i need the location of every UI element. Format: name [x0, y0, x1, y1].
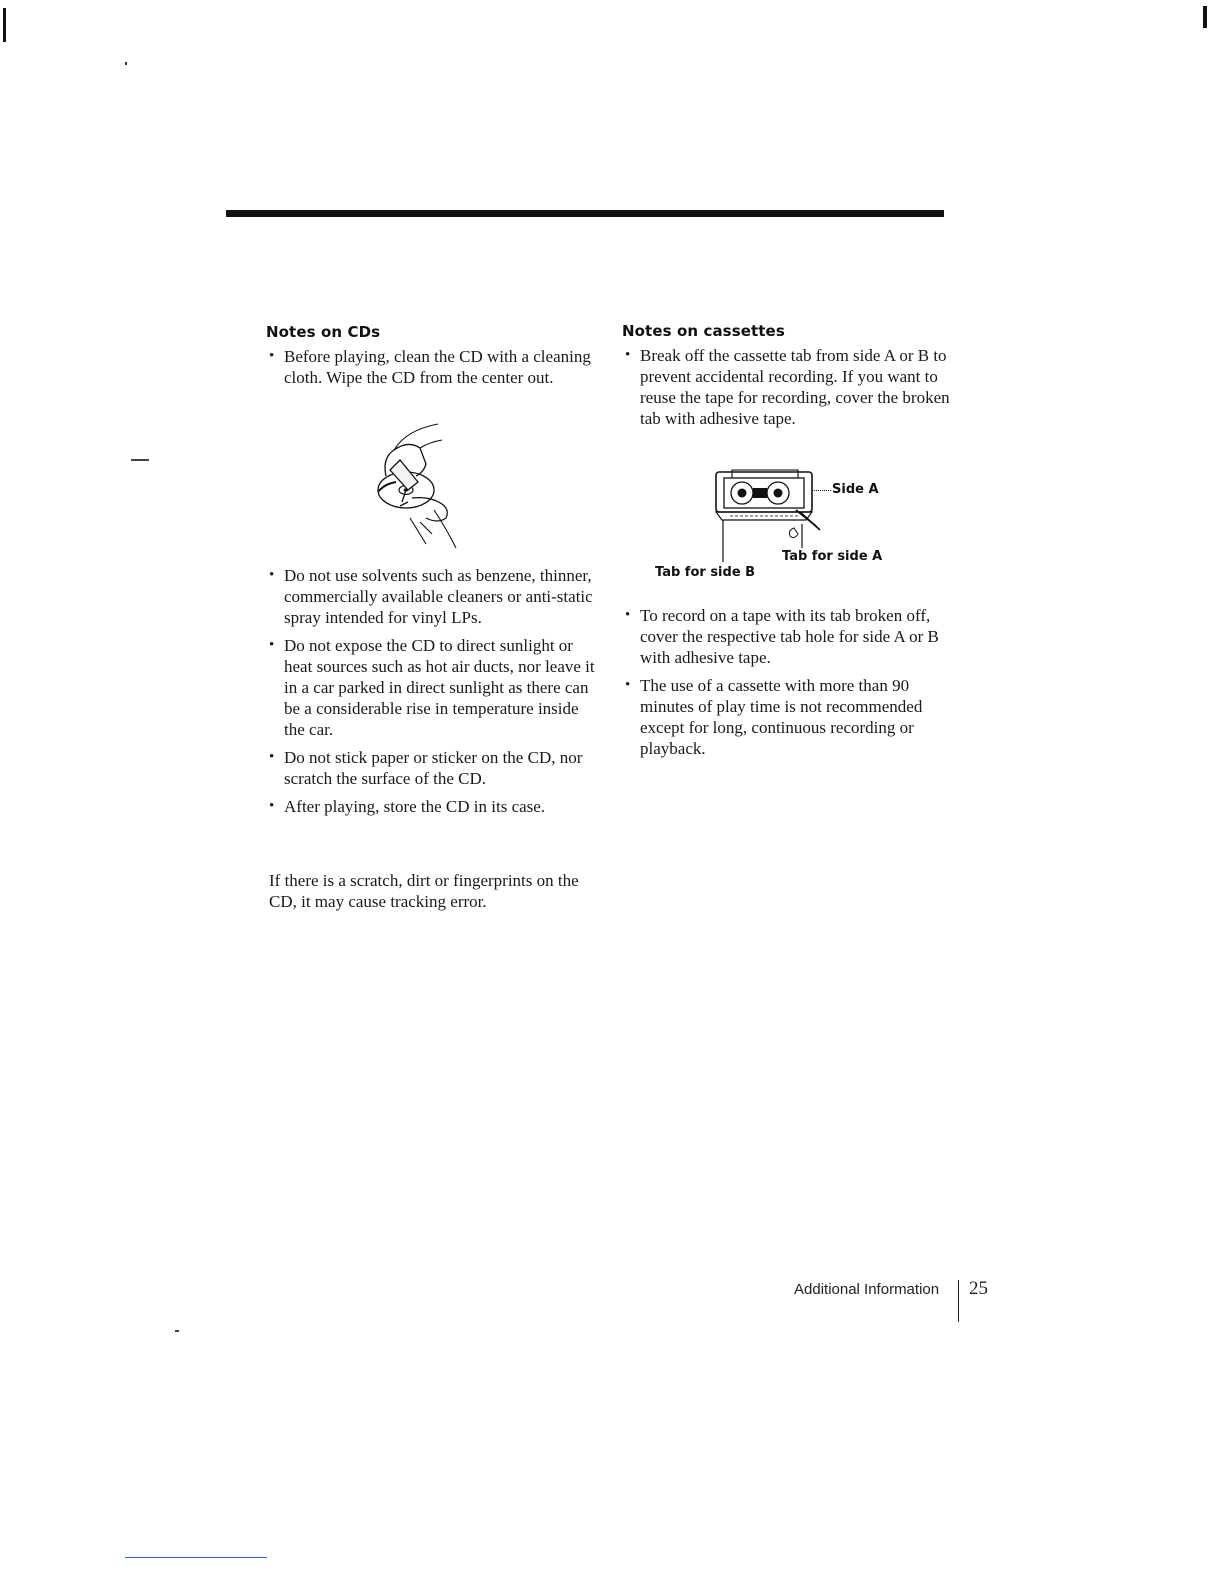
bottom-rule: [125, 1557, 267, 1558]
side-a-leader: [812, 490, 831, 491]
list-item: • To record on a tape with its tab broken off, cover the respective tab hole for side A or B with adhesive tape.: [622, 605, 952, 668]
footer-divider: [958, 1280, 959, 1322]
list-item: • Do not stick paper or sticker on the CD, nor scratch the surface of the CD.: [266, 747, 596, 789]
right-edge-mark: [1203, 6, 1207, 28]
cassette-notes-list-top: [622, 345, 952, 436]
cd-notes-list-top: [266, 346, 596, 395]
cd-closing-note: If there is a scratch, dirt or fingerprints on the CD, it may cause tracking error.: [269, 871, 579, 911]
cassette-notes-list: [622, 605, 952, 766]
list-item: • Do not use solvents such as benzene, thinner, commercially available cleaners or anti-static spray intended for vinyl LPs.: [266, 565, 596, 628]
scan-speck: [131, 459, 149, 461]
list-item: • The use of a cassette with more than 90 minutes of play time is not recommended except for long, continuous recording or playback.: [622, 675, 952, 759]
footer-section-title: Additional Information: [794, 1281, 940, 1298]
list-item: • After playing, store the CD in its case.: [266, 796, 596, 817]
list-item: • Do not expose the CD to direct sunlight or heat sources such as hot air ducts, nor leave it in a car parked in direct sunlight as there can be a considerable rise in temperature inside the car.: [266, 635, 596, 740]
side-a-label: Side A: [832, 482, 879, 497]
list-item: • Break off the cassette tab from side A or B to prevent accidental recording. If you want to reuse the tape for recording, cover the broken tab with adhesive tape.: [622, 345, 952, 429]
notes-on-cds-heading: Notes on CDs: [266, 323, 381, 341]
page-number: 25: [969, 1278, 988, 1299]
header-rule: [226, 210, 944, 217]
cd-cleaning-illustration: [372, 418, 462, 558]
scan-speck: [175, 1330, 179, 1332]
list-item: • Before playing, clean the CD with a cleaning cloth. Wipe the CD from the center out.: [266, 346, 596, 388]
tab-side-b-label: Tab for side B: [655, 565, 756, 580]
cd-notes-list: [266, 565, 596, 824]
left-edge-mark: [3, 8, 6, 42]
notes-on-cassettes-heading: Notes on cassettes: [622, 322, 785, 340]
scan-speck: [125, 62, 127, 65]
tab-side-a-label: Tab for side A: [782, 549, 883, 564]
